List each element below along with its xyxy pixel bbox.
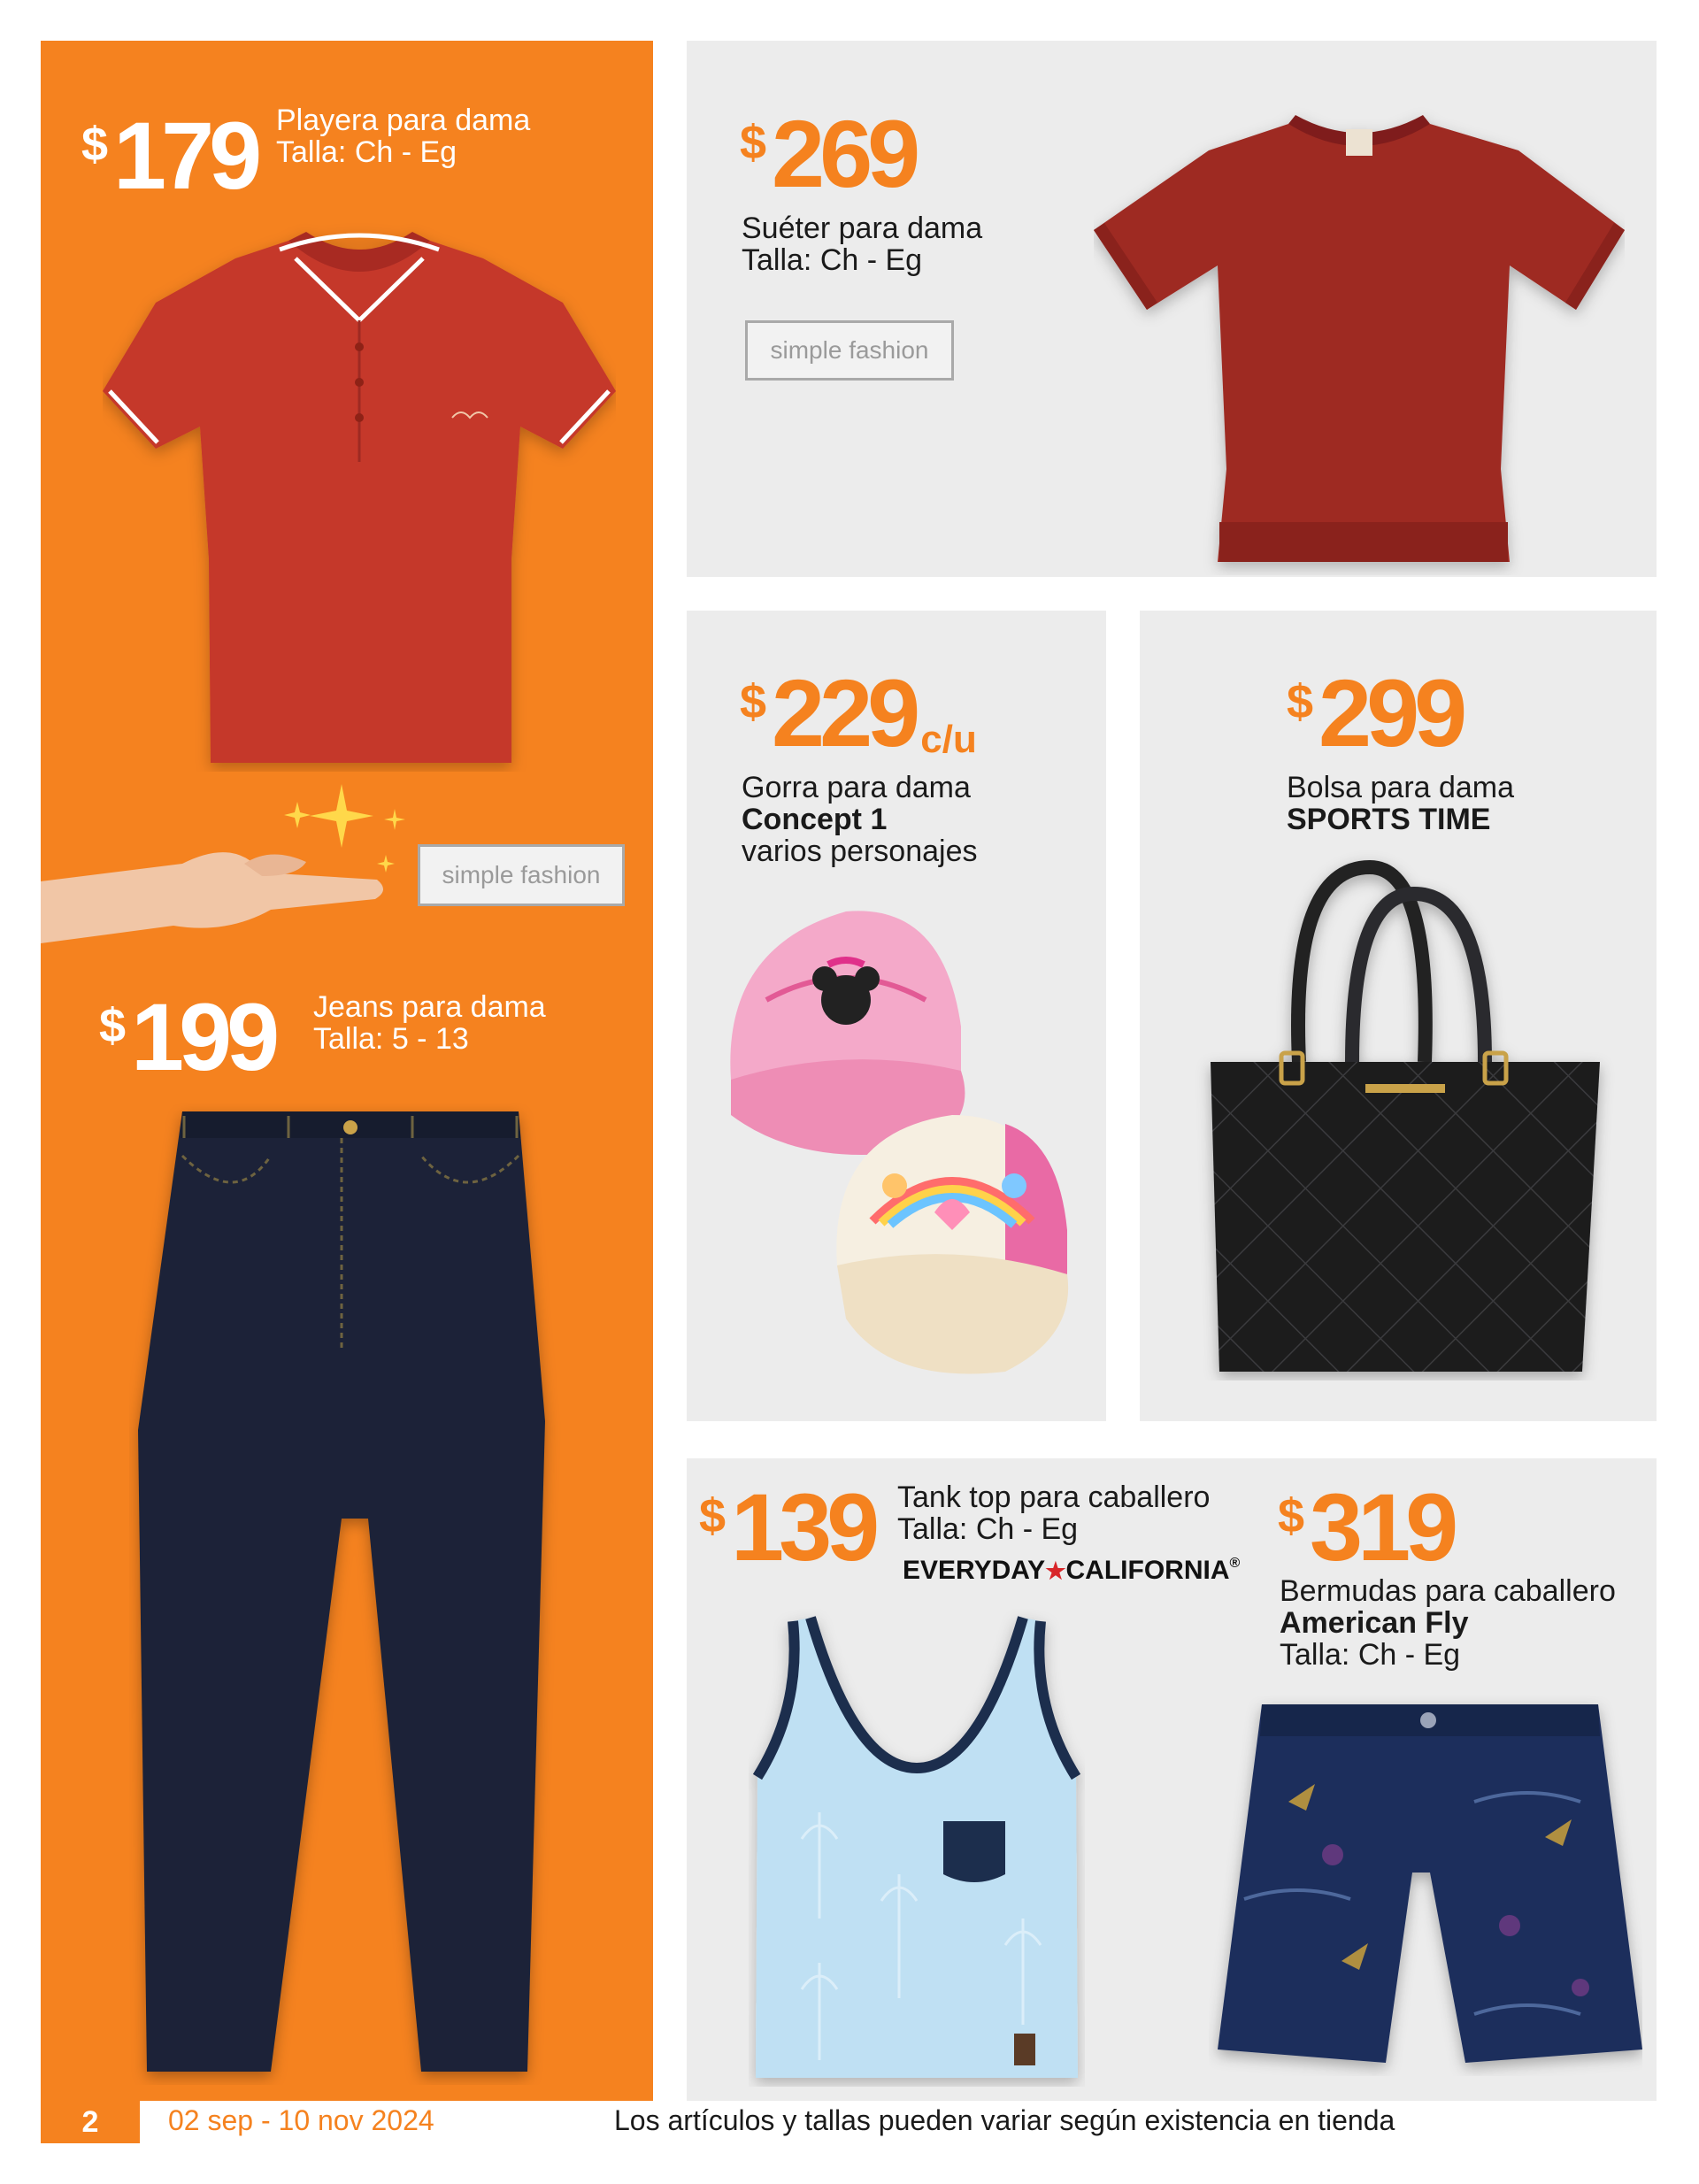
sweater-price xyxy=(740,100,916,207)
hand-sparkle-image xyxy=(41,766,412,970)
bag-currency: $ xyxy=(1287,675,1314,728)
bag-desc-brand: SPORTS TIME xyxy=(1287,803,1491,836)
polo-shirt-image xyxy=(103,205,616,772)
polo-desc-size: Talla: Ch - Eg xyxy=(276,135,457,169)
jeans-price xyxy=(99,983,275,1090)
everyday-california-logo xyxy=(903,1556,1240,1586)
tanktop-currency: $ xyxy=(699,1489,726,1542)
cap-currency: $ xyxy=(740,675,767,728)
footer-disclaimer: Los artículos y tallas pueden variar según existencia en tienda xyxy=(614,2104,1395,2136)
men-panel xyxy=(687,1458,1657,2101)
tanktop-desc-name: Tank top para caballero xyxy=(897,1480,1211,1514)
cap-description xyxy=(742,772,977,867)
sweater-panel xyxy=(687,41,1657,577)
bag-desc-name: Bolsa para dama xyxy=(1287,771,1515,804)
cap-desc-brand: Concept 1 xyxy=(742,803,888,836)
bag-description xyxy=(1287,772,1514,835)
bag-price-value: 299 xyxy=(1318,659,1463,766)
tanktop-price-value: 139 xyxy=(731,1473,875,1580)
orange-panel xyxy=(41,41,653,2101)
shorts-price-value: 319 xyxy=(1310,1473,1454,1580)
sweater-image xyxy=(1094,80,1625,575)
caps-image xyxy=(713,894,1094,1407)
jeans-price-value: 199 xyxy=(131,983,275,1090)
polo-currency: $ xyxy=(81,118,109,171)
star-icon: ★ xyxy=(1045,1557,1066,1584)
shorts-price xyxy=(1278,1473,1454,1580)
page-number: 2 xyxy=(41,2101,140,2143)
jeans-image xyxy=(129,1103,572,2085)
tanktop-image xyxy=(749,1609,1085,2087)
jeans-desc-size: Talla: 5 - 13 xyxy=(313,1022,469,1056)
validity-dates: 02 sep - 10 nov 2024 xyxy=(168,2104,434,2136)
sweater-price-value: 269 xyxy=(772,100,916,207)
cap-price-unit: c/u xyxy=(920,718,977,761)
shorts-desc-name: Bermudas para caballero xyxy=(1280,1574,1616,1608)
sweater-desc-size: Talla: Ch - Eg xyxy=(742,243,923,277)
logo-right: CALIFORNIA xyxy=(1065,1556,1230,1585)
shorts-currency: $ xyxy=(1278,1489,1305,1542)
brand-simple-fashion-left: simple fashion xyxy=(418,844,625,906)
shorts-image xyxy=(1209,1696,1642,2076)
handbag-image xyxy=(1193,850,1618,1380)
jeans-desc-name: Jeans para dama xyxy=(313,990,546,1024)
polo-price-value: 179 xyxy=(113,102,258,209)
bag-price xyxy=(1287,659,1463,766)
cap-desc-name: Gorra para dama xyxy=(742,771,971,804)
cap-price-value: 229 xyxy=(772,659,916,766)
shorts-description xyxy=(1280,1575,1616,1671)
cap-desc-detail: varios personajes xyxy=(742,834,978,868)
cap-panel xyxy=(687,611,1106,1421)
cap-price xyxy=(740,659,977,766)
shorts-desc-brand: American Fly xyxy=(1280,1606,1469,1640)
brand-simple-fashion-sweater: simple fashion xyxy=(745,320,954,381)
sweater-currency: $ xyxy=(740,116,767,169)
sweater-desc-name: Suéter para dama xyxy=(742,211,983,245)
logo-left: EVERYDAY xyxy=(903,1556,1046,1585)
tanktop-price xyxy=(699,1473,875,1580)
registered-icon: ® xyxy=(1229,1556,1241,1571)
jeans-description xyxy=(313,991,546,1055)
shorts-desc-size: Talla: Ch - Eg xyxy=(1280,1638,1461,1672)
polo-desc-name: Playera para dama xyxy=(276,104,531,137)
sweater-description xyxy=(742,212,982,276)
tanktop-desc-size: Talla: Ch - Eg xyxy=(897,1512,1079,1546)
bag-panel xyxy=(1140,611,1657,1421)
tanktop-description xyxy=(897,1481,1210,1545)
jeans-currency: $ xyxy=(99,999,127,1052)
polo-price xyxy=(81,102,258,209)
polo-description xyxy=(276,104,530,168)
